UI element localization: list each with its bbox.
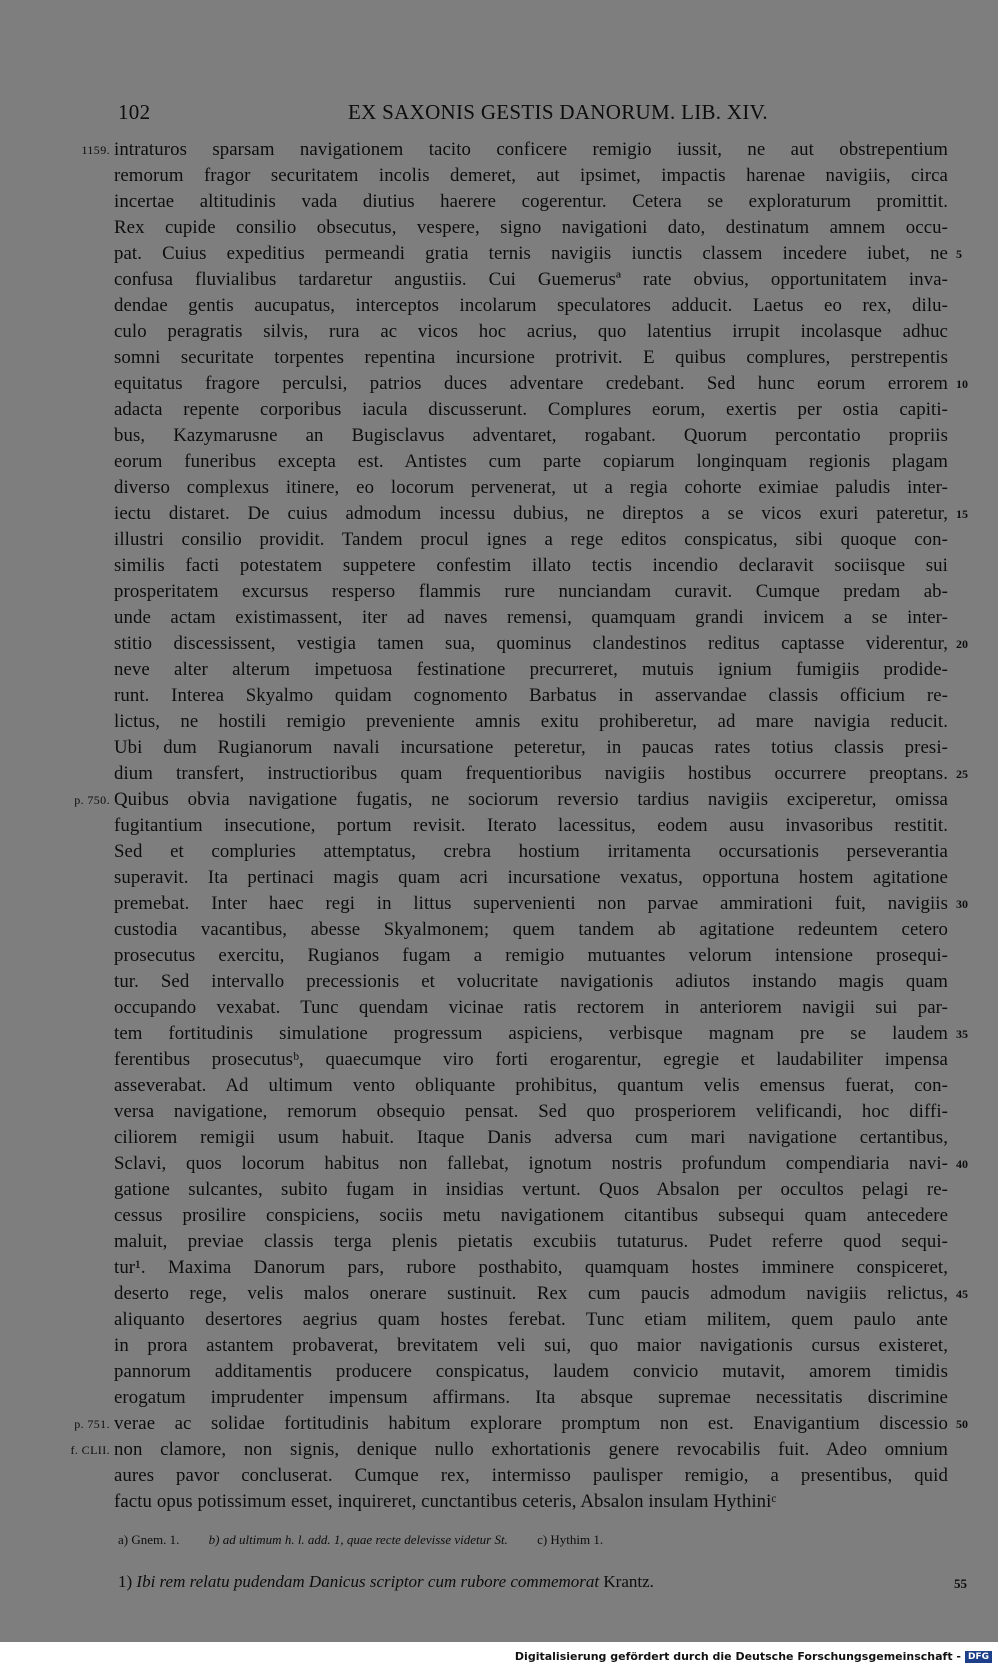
line-number: 25 bbox=[956, 767, 968, 781]
text-line bbox=[0, 735, 998, 761]
text-line bbox=[0, 1203, 998, 1229]
margin-reference: f. CLII. bbox=[70, 1443, 110, 1457]
text-line bbox=[0, 1125, 998, 1151]
main-text bbox=[0, 137, 998, 1515]
line-number: 45 bbox=[956, 1287, 968, 1301]
line-number: 30 bbox=[956, 897, 968, 911]
text-line bbox=[0, 1255, 998, 1281]
dfg-logo: DFG bbox=[965, 1651, 992, 1663]
footnote-number: 1) bbox=[118, 1572, 133, 1591]
line-text: dendae gentis aucupatus, interceptos incolarum speculatores adducit. Laetus eo rex, dilu- bbox=[114, 295, 948, 316]
line-text: aliquanto desertores aegrius quam hostes ferebat. Tunc etiam militem, quem paulo ante bbox=[114, 1309, 948, 1330]
text-line bbox=[0, 267, 998, 293]
line-text: eorum funeribus excepta est. Antistes cum parte copiarum longinquam regionis plagam bbox=[114, 451, 948, 472]
text-line bbox=[0, 319, 998, 345]
line-text: occupando vexabat. Tunc quendam vicinae ratis rectorem in anteriorem navigii sui par- bbox=[114, 997, 948, 1018]
digitization-credit bbox=[515, 1650, 992, 1663]
line-number: 10 bbox=[956, 377, 968, 391]
text-line bbox=[0, 553, 998, 579]
margin-reference: p. 751. bbox=[74, 1417, 110, 1431]
line-text: maluit, previae classis terga plenis pietatis excubiis tutaturus. Pudet referre quod sequi- bbox=[114, 1231, 948, 1252]
line-text: in prora astantem probaverat, brevitatem veli sui, quo maior navigationis cursus existeret, bbox=[114, 1335, 948, 1356]
line-text: tem fortitudinis simulatione progressum aspiciens, verbisque magnam pre se laudem bbox=[114, 1023, 948, 1044]
line-text: custodia vacantibus, abesse Skyalmonem; quem tandem ab agitatione redeuntem cetero bbox=[114, 919, 948, 940]
text-line bbox=[0, 683, 998, 709]
line-number: 50 bbox=[956, 1417, 968, 1431]
text-line bbox=[0, 761, 998, 787]
text-line bbox=[0, 1307, 998, 1333]
line-text: dium transfert, instructioribus quam frequentioribus navigiis hostibus occurrere preoptans. bbox=[114, 763, 948, 784]
line-text: fugitantium insecutione, portum revisit. Iterato lacessitus, eodem ausu invasoribus restitit. bbox=[114, 815, 948, 836]
text-line bbox=[0, 189, 998, 215]
text-line bbox=[0, 1229, 998, 1255]
line-text: prosecutus exercitu, Rugianos fugam a remigio mutuantes velorum intensione prosequi- bbox=[114, 945, 948, 966]
footnote bbox=[118, 1572, 958, 1592]
text-line bbox=[0, 371, 998, 397]
line-text: bus, Kazymarusne an Bugisclavus adventaret, rogabant. Quorum percontatio propriis bbox=[114, 425, 948, 446]
text-line bbox=[0, 163, 998, 189]
text-line bbox=[0, 1021, 998, 1047]
running-title: EX SAXONIS GESTIS DANORUM. LIB. XIV. bbox=[348, 100, 768, 124]
text-line bbox=[0, 917, 998, 943]
line-text: ferentibus prosecutusᵇ, quaecumque viro forti erogarentur, egregie et laudabiliter impensa bbox=[114, 1049, 948, 1070]
page-number: 102 bbox=[118, 100, 151, 124]
line-text: tur. Sed intervallo precessionis et volucritate navigationis adiutos instando magis quam bbox=[114, 971, 948, 992]
line-number: 35 bbox=[956, 1027, 968, 1041]
line-text: Quibus obvia navigatione fugatis, ne sociorum reversio tardius navigiis exciperetur, omissa bbox=[114, 789, 948, 810]
text-line bbox=[0, 527, 998, 553]
line-text: intraturos sparsam navigationem tacito conficere remigio iussit, ne aut obstrepentium bbox=[114, 139, 948, 160]
line-text: culo peragratis silvis, rura ac vicos hoc acrius, quo latentius irrupit incolasque adhuc bbox=[114, 321, 948, 342]
text-line bbox=[0, 1463, 998, 1489]
footnote-author: Krantz. bbox=[603, 1572, 654, 1591]
text-line bbox=[0, 969, 998, 995]
line-text: incertae altitudinis vada diutius haerere cogerentur. Cetera se exploraturum promittit. bbox=[114, 191, 948, 212]
text-line bbox=[0, 1411, 998, 1437]
text-line bbox=[0, 709, 998, 735]
line-text: iectu distaret. De cuius admodum incessu dubius, ne direptos a se vicos exuri pateretur, bbox=[114, 503, 948, 524]
line-number: 5 bbox=[956, 247, 962, 261]
line-text: aures pavor concluserat. Cumque rex, intermisso paulisper remigio, a presentibus, quid bbox=[114, 1465, 948, 1486]
line-text: Ubi dum Rugianorum navali incursatione peteretur, in paucas rates totius classis presi- bbox=[114, 737, 948, 758]
text-line bbox=[0, 1047, 998, 1073]
line-text: similis facti potestatem suppetere confestim illato tectis incendio declaravit sociisque sui bbox=[114, 555, 948, 576]
line-text: equitatus fragore perculsi, patrios duces adventare credebant. Sed hunc eorum errorem bbox=[114, 373, 948, 394]
line-text: illustri consilio providit. Tandem procul ignes a rege editos conspicatus, sibi quoque con- bbox=[114, 529, 948, 550]
text-line bbox=[0, 423, 998, 449]
line-text: remorum fragor securitatem incolis demeret, aut ipsimet, impactis harenae navigiis, circa bbox=[114, 165, 948, 186]
line-text: versa navigatione, remorum obsequio pensat. Sed quo prosperiorem velificandi, hoc diffi- bbox=[114, 1101, 948, 1122]
text-line bbox=[0, 475, 998, 501]
text-line bbox=[0, 449, 998, 475]
text-line bbox=[0, 1437, 998, 1463]
text-line bbox=[0, 215, 998, 241]
line-text: tur¹. Maxima Danorum pars, rubore posthabito, quamquam hostes imminere conspiceret, bbox=[114, 1257, 948, 1278]
line-text: unde actam existimassent, iter ad naves remensi, quamquam grandi invicem a se inter- bbox=[114, 607, 948, 628]
text-line bbox=[0, 787, 998, 813]
variant-note-a: a) Gnem. 1. bbox=[118, 1532, 180, 1547]
line-text: diverso complexus itinere, eo locorum pervenerat, ut a regia cohorte eximiae paludis inter- bbox=[114, 477, 948, 498]
text-line bbox=[0, 1281, 998, 1307]
line-text: Sclavi, quos locorum habitus non fallebat, ignotum nostris profundum compendiaria navi- bbox=[114, 1153, 948, 1174]
line-text: somni securitate torpentes repentina incursione protrivit. E quibus complures, perstrepentis bbox=[114, 347, 948, 368]
footnote-italic-text: Ibi rem relatu pudendam Danicus scriptor cum rubore commemorat bbox=[136, 1572, 600, 1591]
line-text: deserto rege, velis malos onerare sustinuit. Rex cum paucis admodum navigiis relictus, bbox=[114, 1283, 948, 1304]
variant-notes bbox=[118, 1532, 958, 1548]
margin-reference: 1159. bbox=[81, 143, 110, 157]
line-number: 15 bbox=[956, 507, 968, 521]
line-text: Rex cupide consilio obsecutus, vespere, signo navigationi dato, destinatum amnem occu- bbox=[114, 217, 948, 238]
line-text: factu opus potissimum esset, inquireret, cunctantibus ceteris, Absalon insulam Hythiniᶜ bbox=[114, 1491, 777, 1512]
text-line bbox=[0, 943, 998, 969]
text-line bbox=[0, 1489, 998, 1515]
text-line bbox=[0, 891, 998, 917]
line-text: ciliorem remigii usum habuit. Itaque Danis adversa cum mari navigatione certantibus, bbox=[114, 1127, 948, 1148]
text-line bbox=[0, 1099, 998, 1125]
line-text: lictus, ne hostili remigio preveniente amnis exitu prohiberetur, ad mare navigia reducit. bbox=[114, 711, 948, 732]
line-text: gatione sulcantes, subito fugam in insidias vertunt. Quos Absalon per occultos pelagi re- bbox=[114, 1179, 948, 1200]
text-line bbox=[0, 397, 998, 423]
text-line bbox=[0, 813, 998, 839]
line-text: superavit. Ita pertinaci magis quam acri incursatione vexatus, opportuna hostem agitatione bbox=[114, 867, 948, 888]
line-text: premebat. Inter haec regi in littus supervenienti non parvae ammirationi fuit, navigiis bbox=[114, 893, 948, 914]
text-line bbox=[0, 839, 998, 865]
line-text: verae ac solidae fortitudinis habitum explorare promptum non est. Enavigantium discessio bbox=[114, 1413, 948, 1434]
line-number: 20 bbox=[956, 637, 968, 651]
text-line bbox=[0, 1151, 998, 1177]
line-text: erogatum imprudenter impensum affirmans. Ita absque supremae necessitatis discrimine bbox=[114, 1387, 948, 1408]
text-line bbox=[0, 579, 998, 605]
line-text: Sed et compluries attemptatus, crebra hostium irritamenta occursationis perseverantia bbox=[114, 841, 948, 862]
margin-reference: p. 750. bbox=[74, 793, 110, 807]
text-line bbox=[0, 631, 998, 657]
text-line bbox=[0, 501, 998, 527]
line-text: confusa fluvialibus tardaretur angustiis. Cui Guemerusª rate obvius, opportunitatem inva- bbox=[114, 269, 948, 290]
line-text: runt. Interea Skyalmo quidam cognomento Barbatus in asservandae classis officium re- bbox=[114, 685, 948, 706]
line-text: adacta repente corporibus iacula discusserunt. Complures eorum, exertis per ostia capiti- bbox=[114, 399, 948, 420]
page-header bbox=[118, 92, 958, 132]
text-line bbox=[0, 345, 998, 371]
text-line bbox=[0, 137, 998, 163]
text-line bbox=[0, 293, 998, 319]
credit-text: Digitalisierung gefördert durch die Deutsche Forschungsgemeinschaft - bbox=[514, 1650, 961, 1663]
line-text: cessus prosilire conspiciens, sociis metu navigationem citantibus subsequi quam antecedere bbox=[114, 1205, 948, 1226]
text-line bbox=[0, 995, 998, 1021]
line-text: stitio discessissent, vestigia tamen sua, quominus clandestinos reditus captasse viderentur, bbox=[114, 633, 948, 654]
variant-note-c: c) Hythim 1. bbox=[537, 1532, 604, 1547]
line-text: neve alter alterum impetuosa festinatione precurreret, mutuis ignium fumigiis prodide- bbox=[114, 659, 948, 680]
text-line bbox=[0, 1385, 998, 1411]
line-number: 40 bbox=[956, 1157, 968, 1171]
line-text: pannorum additamentis producere conspicatus, laudem convicio mutavit, amorem timidis bbox=[114, 1361, 948, 1382]
text-line bbox=[0, 1333, 998, 1359]
text-line bbox=[0, 241, 998, 267]
line-text: prosperitatem excursus resperso flammis rure nunciandam curavit. Cumque predam ab- bbox=[114, 581, 948, 602]
text-line bbox=[0, 1359, 998, 1385]
line-text: non clamore, non signis, denique nullo exhortationis genere revocabilis fuit. Adeo omnium bbox=[114, 1439, 948, 1460]
variant-note-b: b) ad ultimum h. l. add. 1, quae recte delevisse videtur St. bbox=[208, 1532, 508, 1547]
bottom-line-number: 55 bbox=[954, 1576, 967, 1591]
line-text: pat. Cuius expeditius permeandi gratia ternis navigiis iunctis classem incedere iubet, ne bbox=[114, 243, 948, 264]
text-line bbox=[0, 605, 998, 631]
line-text: asseverabat. Ad ultimum vento obliquante prohibitus, quantum velis emensus fuerat, con- bbox=[114, 1075, 948, 1096]
text-line bbox=[0, 657, 998, 683]
text-line bbox=[0, 865, 998, 891]
text-line bbox=[0, 1073, 998, 1099]
text-line bbox=[0, 1177, 998, 1203]
